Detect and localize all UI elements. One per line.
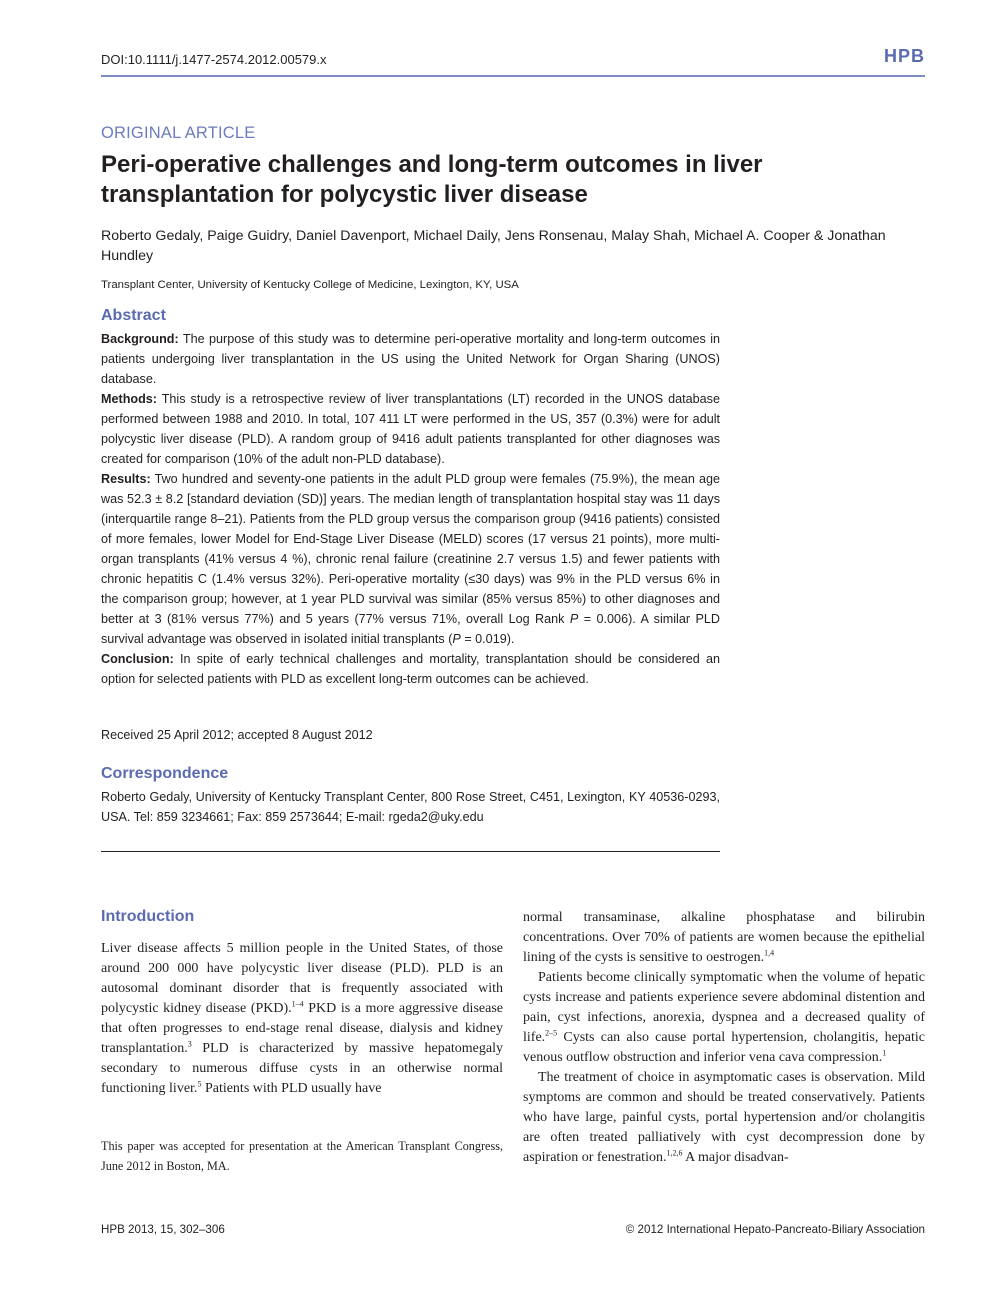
- received-dates: Received 25 April 2012; accepted 8 August 2012: [101, 728, 373, 742]
- doi-line: DOI:10.1111/j.1477-2574.2012.00579.x: [101, 52, 327, 67]
- citation: 3: [187, 1039, 192, 1049]
- abstract-heading: Abstract: [101, 307, 166, 324]
- methods-text: This study is a retrospective review of liver transplantations (LT) recorded in the UNOS database performed between 1988 and 2010. In total, 107 411 LT were performed in the US, 357 (0.3%) were for adult polycystic liver disease (PLD). A random group of 9416 adult patients transplanted for other diagnoses was created for comparison (10% of the adult non-PLD database).: [101, 392, 720, 466]
- background-label: Background:: [101, 332, 179, 346]
- methods-label: Methods:: [101, 392, 157, 406]
- citation: 2–5: [545, 1028, 558, 1038]
- abstract-conclusion: [101, 649, 720, 689]
- conclusion-label: Conclusion:: [101, 652, 174, 666]
- body-text: The treatment of choice in asymptomatic cases is observation. Mild symptoms are common and should be treated conservatively. Patients who have large, painful cysts, portal hypertension and/or cholangitis are often treated palliatively with cyst decompression done by aspiration or fenestration.: [523, 1070, 925, 1165]
- p-value-symbol: P: [569, 612, 579, 626]
- article-title: Peri-operative challenges and long-term outcomes in liver transplantation for polycystic liver disease: [101, 151, 763, 208]
- conclusion-text: In spite of early technical challenges and mortality, transplantation should be considered an option for selected patients with PLD as excellent long-term outcomes can be achieved.: [101, 652, 721, 686]
- footnote: This paper was accepted for presentation at the American Transplant Congress, June 2012 in Boston, MA.: [101, 1139, 503, 1173]
- citation: 1,4: [764, 948, 775, 958]
- abstract-body: [101, 329, 720, 689]
- p-value-symbol: P: [452, 632, 461, 646]
- body-text: normal transaminase, alkaline phosphatase and bilirubin concentrations. Over 70% of patients are women because the epithelial lining of the cysts is sensitive to oestrogen.: [523, 910, 925, 965]
- body-text: PLD is characterized by massive hepatomegaly secondary to numerous diffuse cysts in an otherwise normal functioning liver.: [101, 1041, 503, 1096]
- footer-citation: HPB 2013, 15, 302–306: [101, 1223, 225, 1236]
- journal-logo: HPB: [883, 46, 925, 66]
- background-text: The purpose of this study was to determine peri-operative mortality and long-term outcomes in patients undergoing liver transplantation in the US using the United Network for Organ Sharing (UNOS) database.: [101, 332, 720, 386]
- citation: 1,2,6: [666, 1148, 683, 1158]
- body-paragraph: [101, 939, 503, 1099]
- introduction-heading: Introduction: [101, 908, 195, 925]
- citation: 5: [197, 1079, 202, 1089]
- body-text: PKD is a more aggressive disease that often progresses to end-stage renal disease, dialysis and kidney transplantation.: [101, 1001, 503, 1056]
- correspondence-heading: Correspondence: [101, 765, 229, 782]
- affiliation: Transplant Center, University of Kentucky College of Medicine, Lexington, KY, USA: [101, 279, 519, 291]
- article-type-label: ORIGINAL ARTICLE: [101, 124, 256, 142]
- footer-copyright: © 2012 International Hepato-Pancreato-Biliary Association: [625, 1223, 925, 1236]
- body-column-right: [523, 908, 925, 1168]
- results-text-3: = 0.019).: [460, 632, 515, 646]
- body-text: Liver disease affects 5 million people in the United States, of those around 200 000 have polycystic liver disease (PLD). PLD is an autosomal dominant disorder that is frequently associated with polycystic kidney disease (PKD).: [101, 941, 503, 1016]
- body-text: Patients with PLD usually have: [201, 1081, 382, 1096]
- body-paragraph: [523, 1068, 925, 1168]
- results-text-2: = 0.006). A similar PLD survival advantage was observed in isolated initial transplants (: [101, 612, 720, 646]
- section-divider: [101, 851, 720, 852]
- abstract-background: [101, 329, 720, 389]
- abstract-methods: [101, 389, 720, 469]
- body-text: A major disadvan-: [682, 1150, 789, 1165]
- results-label: Results:: [101, 472, 151, 486]
- body-column-left: [101, 939, 503, 1099]
- results-text: Two hundred and seventy-one patients in the adult PLD group were females (75.9%), the mean age was 52.3 ± 8.2 [standard deviation (SD)] years. The median length of transplantation hospital stay was 11 days (interquartile range 8–21). Patients from the PLD group versus the comparison group (9416 patients) consisted of more females, lower Model for End-Stage Liver Disease (MELD) scores (17 versus 21 points), more multi-organ transplants (41% versus 4 %), chronic renal failure (creatinine 2.7 versus 1.5) and fewer patients with chronic hepatitis C (1.4% versus 32%). Peri-operative mortality (≤30 days) was 9% in the PLD versus 6% in the comparison group; however, at 1 year PLD survival was similar (85% versus 85%) to other diagnoses and better at 3 (81% versus 77%) and 5 years (77% versus 71%, overall Log Rank: [101, 472, 720, 626]
- header-divider: [101, 75, 925, 77]
- body-paragraph: [523, 908, 925, 968]
- body-text: Cysts can also cause portal hypertension, cholangitis, hepatic venous outflow obstruction and inferior vena cava compression.: [523, 1030, 925, 1065]
- author-list: Roberto Gedaly, Paige Guidry, Daniel Davenport, Michael Daily, Jens Ronsenau, Malay Shah, Michael A. Cooper & Jonathan Hundley: [101, 228, 886, 264]
- correspondence-text: Roberto Gedaly, University of Kentucky Transplant Center, 800 Rose Street, C451, Lexington, KY 40536-0293, USA. Tel: 859 3234661; Fax: 859 2573644; E-mail: rgeda2@uky.edu: [101, 790, 720, 824]
- abstract-results: [101, 469, 720, 649]
- body-text: Patients become clinically symptomatic when the volume of hepatic cysts increase and patients experience severe abdominal distention and pain, cyst infections, anorexia, dyspnea and a decreased quality of life.: [523, 970, 925, 1045]
- citation: 1–4: [291, 999, 304, 1009]
- citation: 1: [882, 1048, 887, 1058]
- body-paragraph: [523, 968, 925, 1068]
